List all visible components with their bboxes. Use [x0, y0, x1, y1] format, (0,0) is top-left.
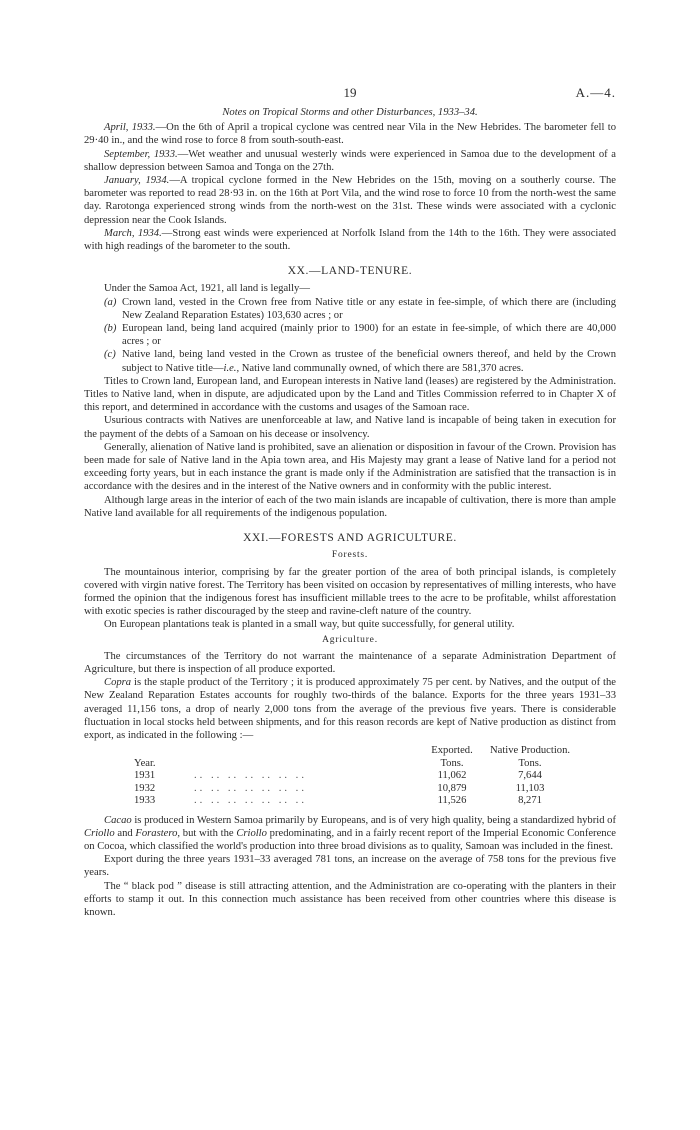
native-cell: 11,103: [515, 782, 545, 794]
land-tenure-intro: Under the Samoa Act, 1921, all land is legally—: [104, 283, 310, 295]
land-tenure-paragraph: Usurious contracts with Natives are unenforceable at law, and Native land is incapable of being taken in execution for the payment of the debts of a Samoan on his decease or insolvency.: [84, 415, 616, 440]
page-number: 19: [343, 85, 357, 100]
storm-entry: April, 1933.—On the 6th of April a tropical cyclone was centred near Vila in the New Hebrides. The barometer fell to 29·40 in., and the wind rose to force 8 from south-south-east.: [84, 122, 616, 147]
storm-entry: March, 1934.—Strong east winds were experienced at Norfolk Island from the 14th to the 16th. They were associated with high readings of the barometer to the south.: [84, 227, 616, 253]
table-header-row: [134, 745, 580, 770]
storm-entry: January, 1934.—A tropical cyclone formed in the New Hebrides on the 15th, moving on a southerly course. The barometer was reported to read 28·93 in. on the 16th at Port Vila, and the wind rose to force 10 from the north-west the same day. Rarotonga experienced strong winds from the north-west on the 31st. These winds were associated with a cyclonic depression near the Cook Islands.: [84, 175, 616, 226]
exported-cell: 10,879: [437, 782, 467, 794]
year-cell: 1932: [134, 782, 156, 794]
leader-dots: .. .. .. .. .. .. ..: [194, 782, 307, 794]
item-label: (c): [104, 349, 116, 361]
native-cell: 8,271: [518, 795, 542, 807]
black-pod-paragraph: The “ black pod ” disease is still attracting attention, and the Administration are co-operating with the planters in their efforts to stamp it out. In this connection much assistance has been received from other countries where this disease is known.: [84, 880, 616, 919]
year-cell: 1933: [134, 795, 156, 807]
forests-paragraph: On European plantations teak is planted in a small way, but quite successfully, for general utility.: [104, 619, 515, 631]
land-tenure-heading: XX.—LAND-TENURE.: [287, 265, 413, 278]
forests-agriculture-heading: XXI.—FORESTS AND AGRICULTURE.: [243, 532, 457, 545]
table-row: [134, 770, 580, 783]
storm-entry: September, 1933.—Wet weather and unusual westerly winds were experienced in Samoa due to the development of a shallow depression between Samoa and Tonga on the 27th.: [84, 148, 616, 173]
column-header-year: Year.: [134, 757, 156, 769]
item-label: (a): [104, 296, 117, 308]
agriculture-paragraph: The circumstances of the Territory do not warrant the maintenance of a separate Administration Department of Agriculture, but there is inspection of all produce exported.: [84, 650, 616, 675]
forests-subheading: Forests.: [331, 550, 369, 561]
year-cell: 1931: [134, 770, 156, 782]
item-label: (b): [104, 323, 117, 335]
copra-paragraph: Copra is the staple product of the Territory ; it is produced approximately 75 per cent. by Natives, and the output of the New Zealand Reparation Estates accounts for roughly two-thirds of the balance. Exports for the three years 1931–33 averaged 11,156 tons, a drop of nearly 2,000 tons from the average of the previous five years. There is considerable fluctuation in local stocks held between shipments, and for this reason records are kept of Native production as distinct from export, as indicated in the following :—: [84, 677, 616, 741]
storms-caption: Notes on Tropical Storms and other Disturbances, 1933–34.: [222, 107, 478, 118]
table-row: [134, 795, 580, 808]
leader-dots: .. .. .. .. .. .. ..: [194, 770, 307, 782]
page-header: [84, 80, 616, 106]
land-category-item: (c) Native land, being land vested in the Crown as trustee of the beneficial owners thereof, and held by the Crown subject to Native title—i.e., Native land communally owned, of which there are 581,370 acres.: [104, 349, 616, 374]
forests-paragraph: The mountainous interior, comprising by far the greater portion of the area of both principal islands, is completely covered with virgin native forest. The Territory has been visited on occasion by representatives of milling interests, who have formed the opinion that the indigenous forest has insufficient millable trees to the acre to be profitable, whilst afforestation with exotic species is rather discouraged by the steep and ravine-cleft nature of the country.: [84, 566, 616, 618]
land-category-item: (a) Crown land, vested in the Crown free from Native title or any estate in fee-simple, of which there are (including New Zealand Reparation Estates) 103,630 acres ; or: [104, 296, 616, 321]
leader-dots: .. .. .. .. .. .. ..: [194, 795, 307, 807]
column-header-exported: Exported. Tons.: [431, 745, 473, 769]
cacao-export-paragraph: Export during the three years 1931–33 averaged 781 tons, an increase on the average of 758 tons for the previous five years.: [84, 854, 616, 879]
copra-production-table: [134, 745, 580, 808]
land-category-item: (b) European land, being land acquired (mainly prior to 1900) for an estate in fee-simple, of which there are 40,000 acres ; or: [104, 323, 616, 348]
agriculture-subheading: Agriculture.: [322, 634, 378, 645]
document-reference: A.—4.: [575, 85, 616, 100]
land-tenure-paragraph: Although large areas in the interior of each of the two main islands are incapable of cultivation, there is more than ample Native land available for all requirements of the indigenous population.: [84, 494, 616, 519]
exported-cell: 11,526: [437, 795, 467, 807]
land-tenure-paragraph: Generally, alienation of Native land is prohibited, save an alienation or disposition in favour of the Crown. Provision has been made for sale of Native land in the Apia town area, and His Majesty may grant a lease of Native land for a period not exceeding forty years, but in each instance the grant is made only if the Administration are satisfied that the transaction is in accordance with the desires and in the interest of the Native owners and in conformity with the public interest.: [84, 441, 616, 493]
land-tenure-paragraph: Titles to Crown land, European land, and European interests in Native land (leases) are registered by the Administration. Titles to Native land, when in dispute, are adjudicated upon by the Land and Titles Commission referred to in Chapter X of this report, and determined in accordance with the customs and usages of the Samoan race.: [84, 375, 616, 414]
table-row: [134, 783, 580, 796]
column-header-native: Native Production. Tons.: [489, 745, 571, 769]
exported-cell: 11,062: [437, 770, 467, 782]
cacao-paragraph: Cacao is produced in Western Samoa primarily by Europeans, and is of very high quality, being a standardized hybrid of Criollo and Forastero, but with the Criollo predominating, and in a fairly recent report of the Imperial Economic Conference on Cocoa, which classified the world's production into three broad divisions as to quality, Samoan was included in the finest.: [84, 814, 616, 853]
native-cell: 7,644: [518, 770, 542, 782]
